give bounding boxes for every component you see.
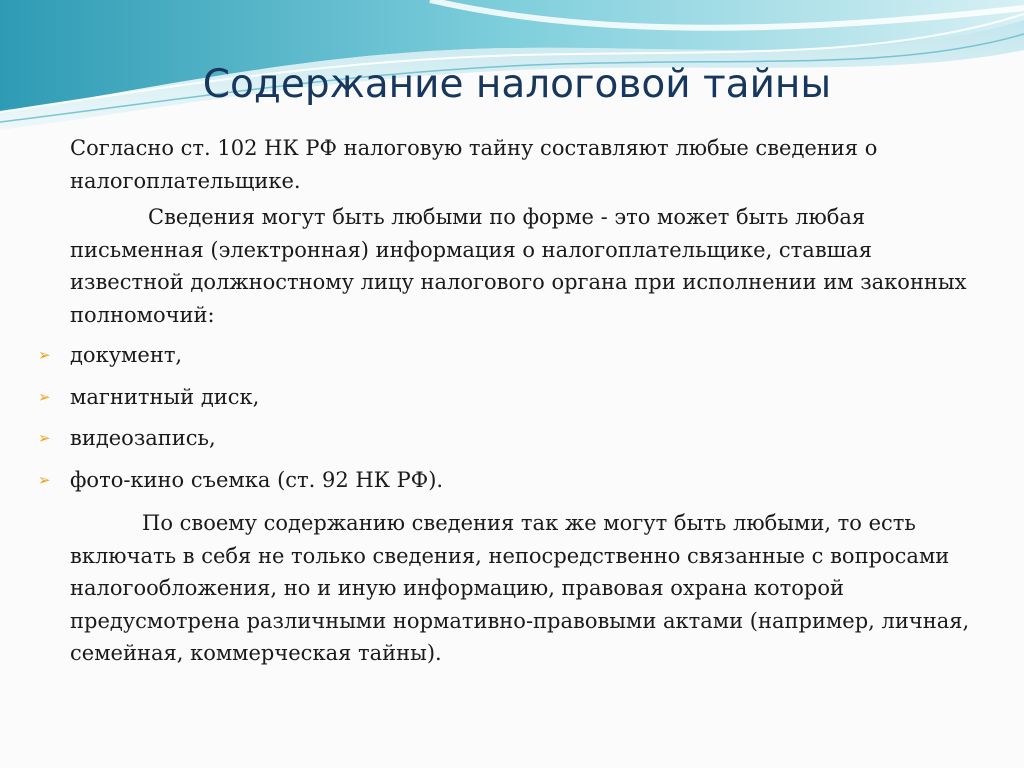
- slide-body: [38, 132, 982, 674]
- arrow-bullet-icon: ➢: [38, 346, 51, 364]
- arrow-bullet-icon: ➢: [38, 429, 51, 447]
- list-item: ➢ фото-кино съемка (ст. 92 НК РФ).: [70, 460, 982, 502]
- bullet-list: [38, 335, 982, 501]
- paragraph-forms: Сведения могут быть любыми по форме - это может быть любая письменная (электронная) информация о налогоплательщике, ставшая известной должностному лицу налогового органа при исполнении им законных полномочий:: [70, 205, 967, 327]
- arrow-bullet-icon: ➢: [38, 387, 51, 406]
- list-item: ➢ документ,: [70, 335, 982, 377]
- paragraph-content: По своему содержанию сведения так же могут быть любыми, то есть включать в себя не только сведения, непосредственно связанные с вопросами налогообложения, но и иную информацию, правовая охрана которой предусмотрена различными нормативно-правовыми актами (например, личная, семейная, коммерческая тайны).: [70, 511, 970, 665]
- paragraph-intro: Согласно ст. 102 НК РФ налоговую тайну составляют любые сведения о налогоплательщике.: [70, 136, 878, 193]
- arrow-bullet-icon: ➢: [38, 470, 51, 489]
- slide-title: Содержание налоговой тайны: [202, 62, 832, 107]
- list-item: ➢ видеозапись,: [70, 418, 982, 460]
- list-item: ➢ магнитный диск,: [70, 377, 982, 419]
